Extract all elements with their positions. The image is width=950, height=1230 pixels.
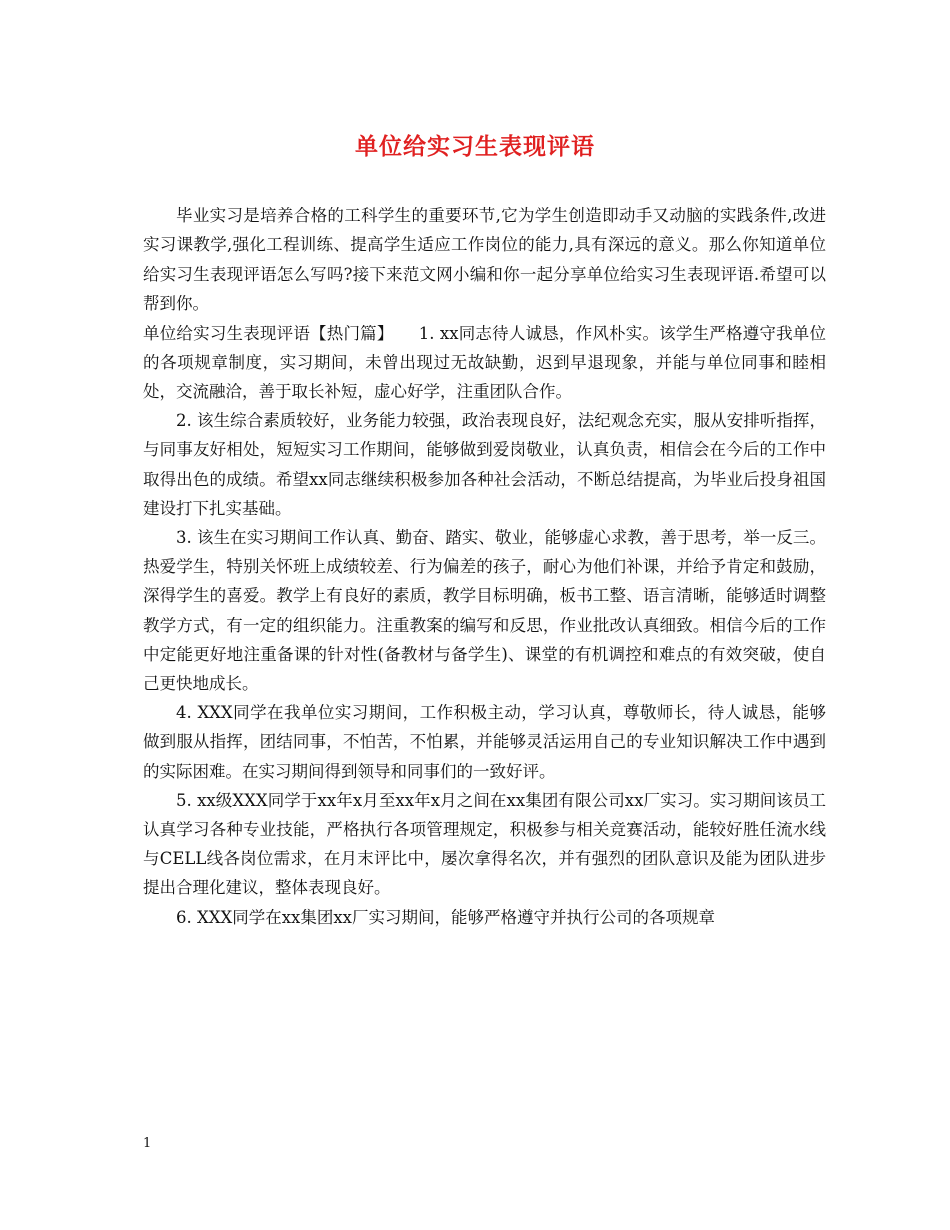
paragraph-item-2: 2. 该生综合素质较好，业务能力较强，政治表现良好，法纪观念充实，服从安排听指挥，与同事友好相处，短短实习工作期间，能够做到爱岗敬业，认真负责，相信会在今后的工作中取得出色的成绩。希望xx同志继续积极参加各种社会活动，不断总结提高，为毕业后投身祖国建设打下扎实基础。 [143, 411, 826, 518]
paragraph-intro: 毕业实习是培养合格的工科学生的重要环节,它为学生创造即动手又动脑的实践条件,改进实习课教学,强化工程训练、提高学生适应工作岗位的能力,具有深远的意义。那么你知道单位给实习生表现评语怎么写吗?接下来范文网小编和你一起分享单位给实习生表现评语.希望可以帮到你。 [143, 206, 826, 314]
document-body [143, 201, 826, 932]
paragraph-item-5: 5. xx级XXX同学于xx年x月至xx年x月之间在xx集团有限公司xx厂实习。实习期间该员工认真学习各种专业技能，严格执行各项管理规定，积极参与相关竞赛活动，能较好胜任流水线与CELL线各岗位需求，在月末评比中，屡次拿得名次，并有强烈的团队意识及能为团队进步提出合理化建议，整体表现良好。 [143, 790, 826, 898]
paragraph-item-1: 单位给实习生表现评语【热门篇】 1. xx同志待人诚恳，作风朴实。该学生严格遵守我单位的各项规章制度，实习期间，未曾出现过无故缺勤，迟到早退现象，并能与单位同事和睦相处，交流融洽，善于取长补短，虚心好学，注重团队合作。 [143, 323, 826, 402]
paragraph-item-3: 3. 该生在实习期间工作认真、勤奋、踏实、敬业，能够虚心求教，善于思考，举一反三。热爱学生，特别关怀班上成绩较差、行为偏差的孩子，耐心为他们补课，并给予肯定和鼓励，深得学生的喜爱。教学上有良好的素质，教学目标明确，板书工整、语言清晰，能够适时调整教学方式，有一定的组织能力。注重教案的编写和反思，作业批改认真细致。相信今后的工作中定能更好地注重备课的针对性(备教材与备学生)、课堂的有机调控和难点的有效突破，使自己更快地成长。 [143, 528, 826, 694]
paragraph-item-6: 6. XXX同学在xx集团xx厂实习期间，能够严格遵守并执行公司的各项规章 [176, 907, 715, 927]
page-number: 1 [143, 1136, 152, 1151]
paragraph-item-4: 4. XXX同学在我单位实习期间，工作积极主动，学习认真，尊敬师长，待人诚恳，能够做到服从指挥，团结同事，不怕苦，不怕累，并能够灵活运用自己的专业知识解决工作中遇到的实际困难。在实习期间得到领导和同事们的一致好评。 [143, 703, 826, 781]
document-title: 单位给实习生表现评语 [355, 133, 595, 160]
